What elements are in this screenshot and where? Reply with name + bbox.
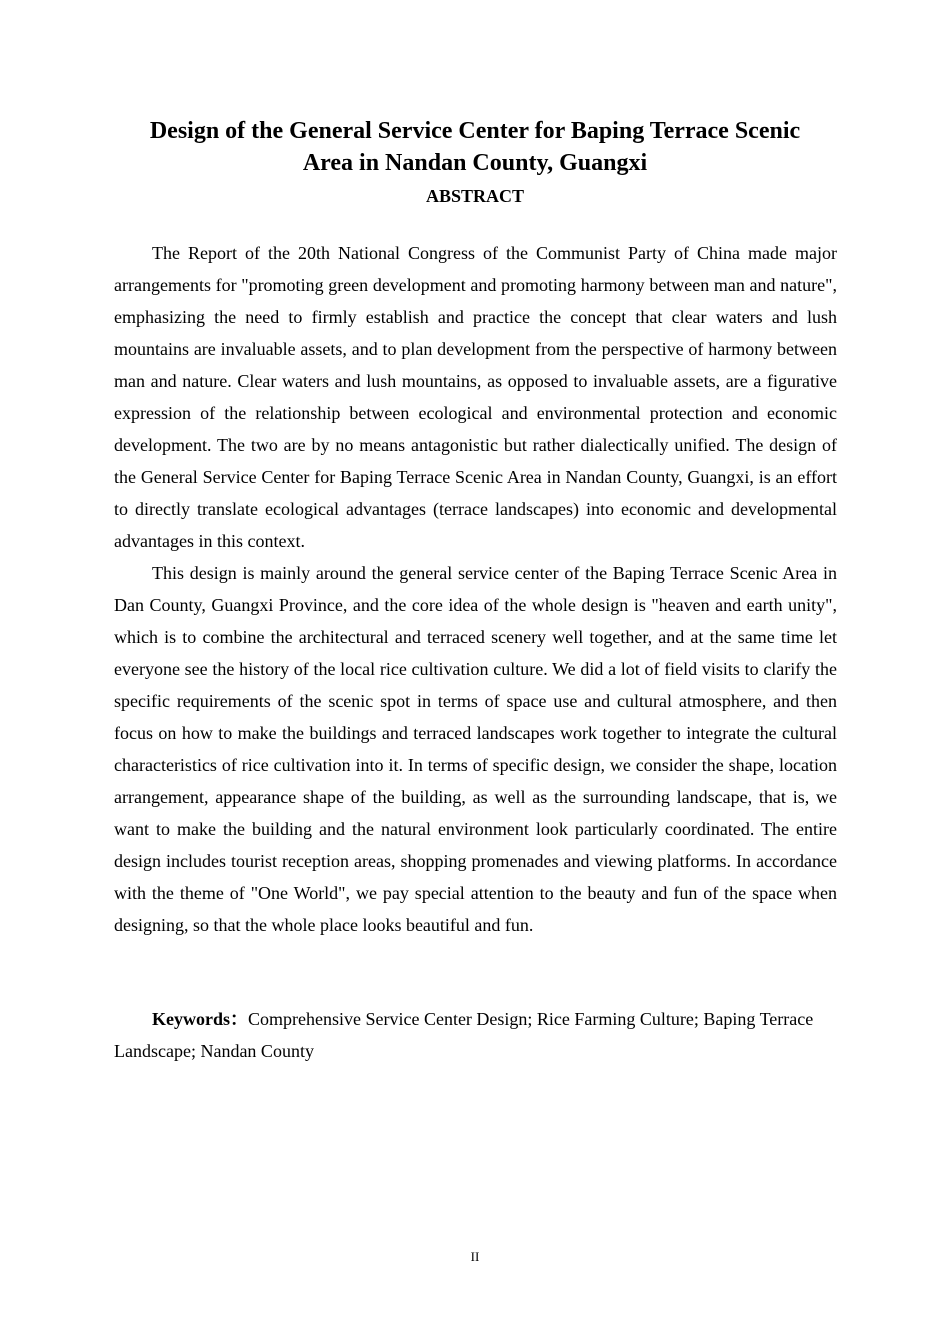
page-number: II: [470, 1249, 480, 1264]
document-title-line-1: Design of the General Service Center for Baping Terrace Scenic: [149, 118, 801, 144]
abstract-body: [114, 237, 837, 941]
abstract-paragraph-1: The Report of the 20th National Congress of the Communist Party of China made major arrangements for "promoting green development and promoting harmony between man and nature", emphasizing the need to firmly establish and practice the concept that clear waters and lush mountains are invaluable assets, and to plan development from the perspective of harmony between man and nature. Clear waters and lush mountains, as opposed to invaluable assets, are a figurative expression of the relationship between ecological and environmental protection and economic development. The two are by no means antagonistic but rather dialectically unified. The design of the General Service Center for Baping Terrace Scenic Area in Nandan County, Guangxi, is an effort to directly translate ecological advantages (terrace landscapes) into economic and developmental advantages in this context.: [114, 243, 837, 551]
abstract-paragraph-2: This design is mainly around the general service center of the Baping Terrace Scenic Area in Dan County, Guangxi Province, and the core idea of the whole design is "heaven and earth unity", which is to combine the architectural and terraced scenery well together, and at the same time let everyone see the history of the local rice cultivation culture. We did a lot of field visits to clarify the specific requirements of the scenic spot in terms of space use and cultural atmosphere, and then focus on how to make the buildings and terraced landscapes work together to integrate the cultural characteristics of rice cultivation into it. In terms of specific design, we consider the shape, location arrangement, appearance shape of the building, as well as the surrounding landscape, that is, we want to make the building and the natural environment look particularly coordinated. The entire design includes tourist reception areas, shopping promenades and viewing platforms. In accordance with the theme of "One World", we pay special attention to the beauty and fun of the space when designing, so that the whole place looks beautiful and fun.: [114, 563, 837, 935]
abstract-heading: ABSTRACT: [425, 186, 525, 206]
keywords-line: [114, 1003, 837, 1067]
keywords-label: Keywords：: [152, 1009, 248, 1029]
keywords-text: Comprehensive Service Center Design; Rice Farming Culture; Baping Terrace Landscape; Nandan County: [114, 1009, 814, 1061]
document-title-line-2: Area in Nandan County, Guangxi: [302, 150, 648, 176]
